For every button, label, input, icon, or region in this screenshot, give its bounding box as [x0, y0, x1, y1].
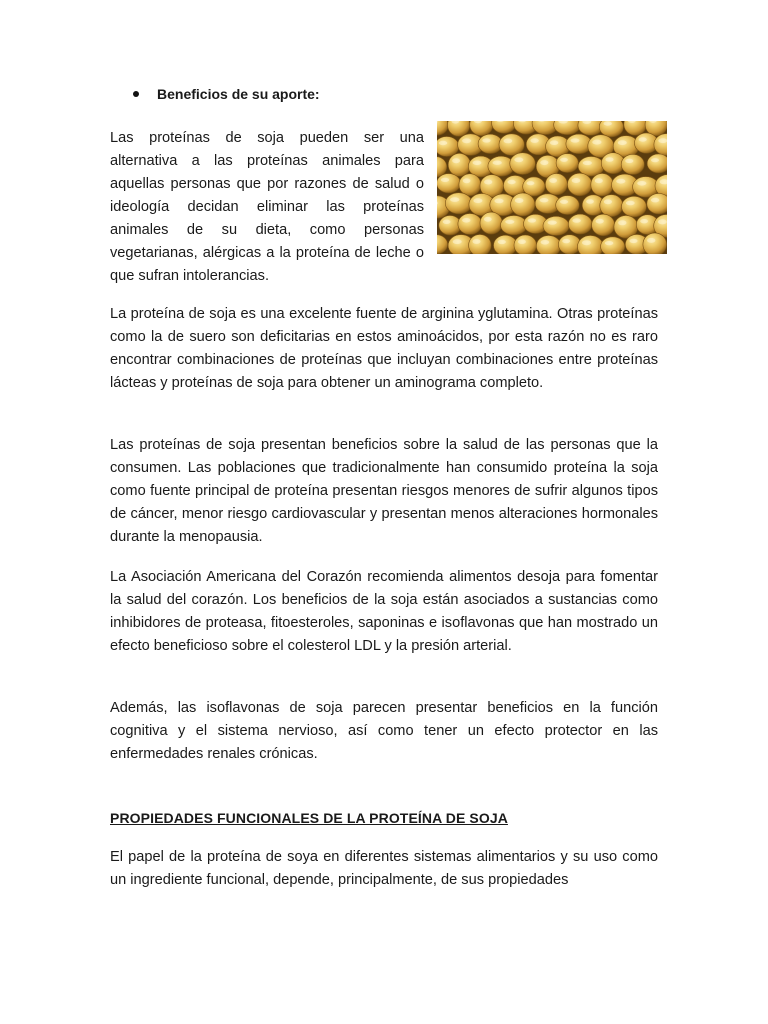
soybean-highlight: [625, 159, 633, 163]
soybean: [543, 216, 569, 235]
soybean-highlight: [560, 158, 568, 162]
soybean: [647, 154, 667, 173]
soybean-highlight: [504, 139, 513, 144]
soybean-highlight: [618, 220, 626, 225]
soybean-highlight: [527, 181, 535, 185]
soybean-highlight: [626, 201, 635, 206]
soybean-highlight: [494, 199, 503, 204]
soybean-highlight: [518, 239, 526, 244]
soybean-highlight: [562, 239, 570, 243]
soybean: [556, 196, 580, 215]
soybean-highlight: [595, 178, 603, 183]
soybean-highlight: [571, 138, 580, 142]
soybean-highlight: [560, 200, 568, 204]
soybean-highlight: [640, 219, 648, 223]
paragraph-intro: Las proteínas de soja pueden ser una alternativa a las proteínas animales para aquellas personas que por razones de salud o ideología decidan eliminar las proteínas animales de su dieta, como personas vegetarianas, alérgicas a la proteína de leche o que sufran intolerancias.: [110, 130, 424, 284]
soybean-highlight: [616, 179, 625, 184]
soybean: [511, 193, 535, 216]
soybean: [558, 235, 580, 254]
soybean: [622, 196, 647, 217]
bullet-heading-text: Beneficios de su aporte:: [157, 86, 320, 102]
soybean-highlight: [605, 241, 613, 245]
soybean: [647, 193, 667, 214]
paragraph-isoflavonas: Además, las isoflavonas de soja parecen presentar beneficios en la función cognitiva y el sistema nervioso, así como tener un efecto protector en las enfermedades renales crónicas.: [110, 700, 658, 762]
soybean-highlight: [651, 158, 659, 162]
soybean: [494, 235, 518, 254]
soybean-highlight: [452, 158, 460, 163]
soybean: [437, 137, 459, 157]
soybean-highlight: [658, 219, 667, 224]
soybean-highlight: [515, 198, 524, 203]
soybean-highlight: [450, 197, 459, 202]
bullet-heading: [133, 86, 320, 102]
soybean: [459, 174, 481, 196]
soybean-highlight: [618, 140, 627, 145]
soybeans-illustration: [437, 121, 667, 254]
soybean: [458, 214, 482, 235]
soybean: [600, 195, 623, 217]
soybean-highlight: [439, 141, 448, 145]
soybean-highlight: [592, 140, 601, 145]
soybean-highlight: [596, 219, 604, 224]
soybean-highlight: [550, 140, 558, 145]
soybean-highlight: [528, 218, 536, 222]
soybean-highlight: [651, 198, 659, 203]
paragraph-arginina: La proteína de soja es una excelente fuente de arginina yglutamina. Otras proteínas como la de suero son deficitarias en estos aminoácidos, por esta razón no es raro encontrar combinaciones de proteínas que incluyan combinaciones entre proteínas lácteas y proteínas de soja para obtener un aminograma completo.: [110, 306, 658, 391]
soybean-highlight: [505, 220, 514, 224]
soybean-highlight: [541, 240, 550, 245]
soybean-highlight: [629, 239, 637, 243]
soybean-highlight: [530, 138, 538, 143]
soybean: [510, 153, 536, 175]
soybean-highlight: [482, 138, 490, 142]
soybean: [445, 193, 472, 214]
soybean: [478, 134, 502, 153]
soybean-highlight: [473, 198, 482, 203]
soybean: [536, 235, 561, 254]
soybean-highlight: [462, 138, 471, 143]
paragraph-beneficios-salud: Las proteínas de soja presentan beneficios sobre la salud de las personas que la consumen. Las poblaciones que tradicionalmente han consumido proteína la soja como fuente principal de proteína presentan riesgos menores de sufrir algunos tipos de cáncer, menor riesgo cardiovascular y presentan menos alteraciones hormonales durante la menopausia.: [110, 437, 658, 545]
soybean: [469, 234, 492, 254]
soybean-highlight: [549, 178, 557, 183]
soybean-highlight: [658, 138, 667, 143]
soybean: [556, 154, 578, 173]
soybean: [545, 174, 567, 195]
soybean-highlight: [508, 180, 516, 184]
soybean-highlight: [441, 178, 449, 182]
soybean-highlight: [514, 157, 523, 162]
soybean: [437, 174, 461, 193]
paragraph-asociacion-corazon: La Asociación Americana del Corazón recomienda alimentos desoja para fomentar la salud del corazón. Los beneficios de la soja están asociados a sustancias como inhibidores de proteasa, fitoesteroles, saponinas e isoflavonas que han mostrado un efecto beneficioso sobre el colesterol LDL y la presión arterial.: [110, 569, 658, 654]
soybean: [499, 134, 524, 156]
soybean-highlight: [473, 239, 481, 244]
soybean-highlight: [647, 238, 655, 243]
soybean-highlight: [572, 218, 580, 222]
soybean-highlight: [540, 198, 549, 202]
soybean-highlight: [443, 220, 451, 224]
soybean-highlight: [605, 157, 613, 162]
soybean: [567, 173, 592, 196]
soybean-highlight: [604, 199, 612, 204]
soybean-highlight: [493, 161, 502, 165]
soybean-highlight: [548, 221, 557, 225]
soybean-highlight: [498, 240, 506, 244]
soybean: [480, 212, 502, 234]
soybean: [591, 173, 614, 196]
soybean: [601, 237, 625, 254]
soybean-highlight: [639, 137, 647, 141]
soybeans-image: [437, 121, 667, 254]
soybean-highlight: [637, 181, 646, 186]
soybean-highlight: [572, 178, 581, 183]
soybean-highlight: [484, 217, 492, 222]
soybean-highlight: [463, 178, 471, 183]
section-heading: PROPIEDADES FUNCIONALES DE LA PROTEÍNA DE SOJA: [110, 810, 508, 826]
soybean: [501, 216, 528, 235]
soybean-highlight: [484, 180, 492, 185]
soybean-highlight: [604, 121, 612, 125]
soybean-highlight: [473, 161, 482, 166]
bullet-icon: [133, 91, 139, 97]
soybean: [592, 214, 615, 236]
soybean-highlight: [540, 160, 548, 165]
soybean-highlight: [582, 240, 591, 245]
soybean: [621, 154, 644, 174]
soybean-highlight: [583, 161, 592, 165]
soybean: [643, 233, 667, 254]
soybean: [568, 214, 592, 234]
soybean: [514, 235, 537, 254]
paragraph-propiedades: El papel de la proteína de soya en diferentes sistemas alimentarios y su uso como un ingrediente funcional, depende, principalmente, de sus propiedades: [110, 849, 658, 888]
soybean-highlight: [462, 218, 470, 223]
soybean: [448, 153, 470, 176]
soybean-highlight: [586, 199, 594, 204]
soybean-highlight: [453, 239, 462, 244]
